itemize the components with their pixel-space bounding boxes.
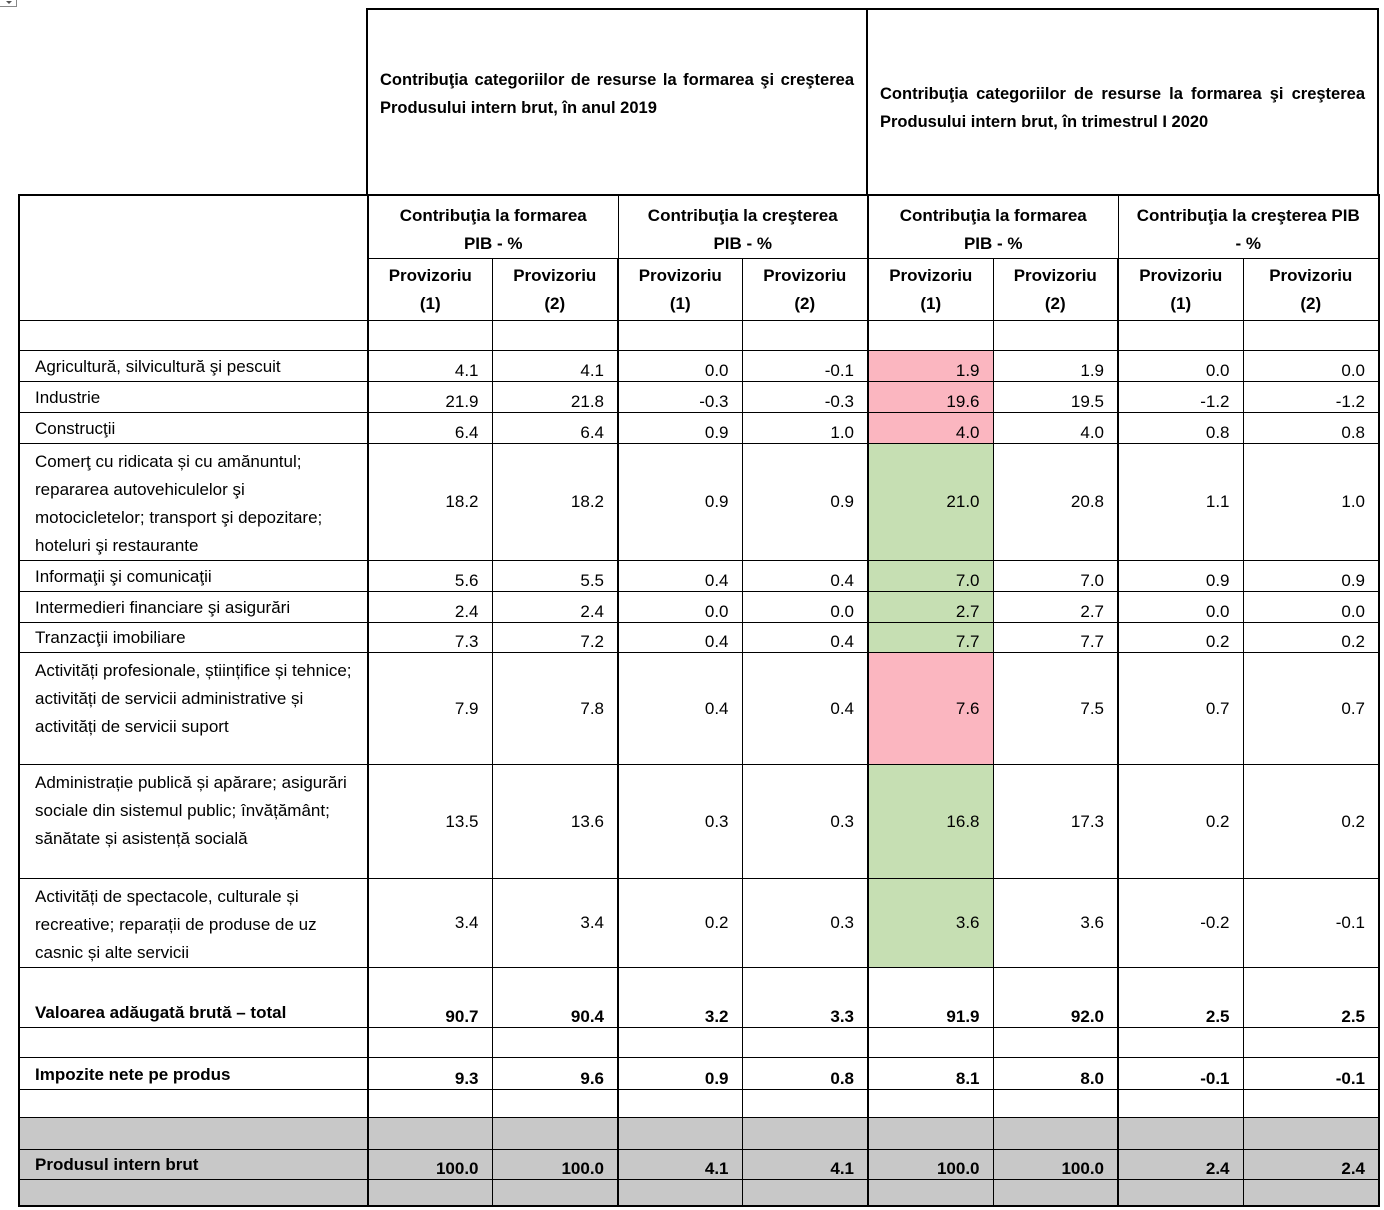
empty-cell	[368, 1028, 492, 1058]
value-cell: -1.2	[1243, 382, 1379, 413]
row-label: Intermedieri financiare şi asigurări	[19, 592, 368, 623]
empty-cell	[993, 321, 1118, 351]
total-value-cell: 100.0	[993, 1150, 1118, 1180]
table-row	[19, 623, 1379, 653]
empty-cell	[1243, 1180, 1379, 1206]
total-value-cell: 92.0	[993, 968, 1118, 1028]
value-cell: 0.3	[618, 765, 742, 879]
row-label: Industrie	[19, 382, 368, 413]
empty-cell	[618, 1028, 742, 1058]
value-cell: 0.3	[742, 765, 868, 879]
sub-header: Provizoriu (1)	[868, 259, 993, 321]
table-row	[19, 382, 1379, 413]
empty-cell	[618, 1090, 742, 1118]
value-cell: 7.9	[368, 653, 492, 765]
empty-cell	[1243, 1118, 1379, 1150]
value-cell: 6.4	[492, 413, 618, 444]
value-cell: 7.2	[492, 623, 618, 653]
empty-cell	[368, 1118, 492, 1150]
value-cell: 7.7	[993, 623, 1118, 653]
value-cell: 21.0	[868, 444, 993, 561]
empty-cell	[19, 1180, 368, 1206]
table-row	[19, 413, 1379, 444]
total-value-cell: 4.1	[742, 1150, 868, 1180]
value-cell: 0.4	[618, 623, 742, 653]
value-cell: 3.4	[492, 879, 618, 968]
value-cell: 0.0	[1118, 592, 1243, 623]
total-label: Produsul intern brut	[19, 1150, 368, 1180]
empty-cell	[618, 1118, 742, 1150]
value-cell: 0.0	[1243, 592, 1379, 623]
total-value-cell: 9.3	[368, 1058, 492, 1090]
value-cell: 2.4	[368, 592, 492, 623]
header-title-2020: Contribuţia categoriilor de resurse la formarea şi creşterea Produsului intern brut, în trimestrul I 2020	[880, 85, 1365, 131]
value-cell: -1.2	[1118, 382, 1243, 413]
empty-cell	[19, 321, 368, 351]
value-cell: 21.9	[368, 382, 492, 413]
sub-header: Provizoriu (1)	[618, 259, 742, 321]
empty-cell	[993, 1090, 1118, 1118]
row-label-header	[19, 195, 368, 321]
empty-cell	[868, 321, 993, 351]
value-cell: 7.7	[868, 623, 993, 653]
value-cell: 2.7	[993, 592, 1118, 623]
total-value-cell: 91.9	[868, 968, 993, 1028]
row-label: Construcţii	[19, 413, 368, 444]
value-cell: 0.9	[1243, 561, 1379, 592]
value-cell: 4.1	[368, 351, 492, 382]
empty-cell	[1118, 1118, 1243, 1150]
total-value-cell: 90.7	[368, 968, 492, 1028]
value-cell: 0.4	[618, 653, 742, 765]
empty-cell	[742, 1028, 868, 1058]
empty-cell	[19, 1028, 368, 1058]
total-value-cell: -0.1	[1118, 1058, 1243, 1090]
spacer-row	[19, 321, 1379, 351]
value-cell: 3.6	[993, 879, 1118, 968]
row-label: Comerţ cu ridicata și cu amănuntul; repararea autovehiculelor şi motocicletelor; transport şi depozitare; hoteluri şi restaurante	[19, 444, 368, 561]
spacer-row	[19, 1028, 1379, 1058]
value-cell: 20.8	[993, 444, 1118, 561]
value-cell: 1.0	[1243, 444, 1379, 561]
row-label: Tranzacţii imobiliare	[19, 623, 368, 653]
value-cell: -0.1	[742, 351, 868, 382]
empty-cell	[1118, 1090, 1243, 1118]
value-cell: 0.4	[742, 653, 868, 765]
value-cell: 13.6	[492, 765, 618, 879]
value-cell: 0.4	[742, 561, 868, 592]
value-cell: 0.2	[618, 879, 742, 968]
cell-dropdown-arrow-icon[interactable]	[0, 0, 17, 7]
sub-header: Provizoriu (2)	[993, 259, 1118, 321]
total-label: Impozite nete pe produs	[19, 1058, 368, 1090]
total-row	[19, 1058, 1379, 1090]
empty-cell	[492, 1028, 618, 1058]
empty-cell	[1118, 1028, 1243, 1058]
value-cell: 19.6	[868, 382, 993, 413]
empty-cell	[868, 1090, 993, 1118]
sub-header: Provizoriu (2)	[742, 259, 868, 321]
empty-cell	[368, 1090, 492, 1118]
value-cell: 7.5	[993, 653, 1118, 765]
empty-cell	[618, 321, 742, 351]
row-label: Activități profesionale, științifice și tehnice; activități de servicii administrative și activități de servicii suport	[19, 653, 368, 765]
value-cell: -0.1	[1243, 879, 1379, 968]
total-value-cell: 8.1	[868, 1058, 993, 1090]
empty-cell	[368, 321, 492, 351]
value-cell: 17.3	[993, 765, 1118, 879]
value-cell: 7.6	[868, 653, 993, 765]
value-cell: 5.6	[368, 561, 492, 592]
gdp-contribution-table	[18, 194, 1380, 1207]
value-cell: 19.5	[993, 382, 1118, 413]
value-cell: 2.4	[492, 592, 618, 623]
empty-cell	[19, 1090, 368, 1118]
value-cell: 5.5	[492, 561, 618, 592]
value-cell: 7.0	[868, 561, 993, 592]
empty-cell	[742, 1090, 868, 1118]
group-header: Contribuţia la formarea PIB - %	[868, 195, 1118, 259]
value-cell: 1.0	[742, 413, 868, 444]
value-cell: 4.0	[868, 413, 993, 444]
value-cell: 0.8	[1118, 413, 1243, 444]
total-value-cell: 9.6	[492, 1058, 618, 1090]
value-cell: -0.3	[618, 382, 742, 413]
empty-cell	[492, 1090, 618, 1118]
total-value-cell: 100.0	[492, 1150, 618, 1180]
empty-cell	[993, 1180, 1118, 1206]
value-cell: 4.1	[492, 351, 618, 382]
value-cell: 1.1	[1118, 444, 1243, 561]
value-cell: 3.4	[368, 879, 492, 968]
row-label: Activități de spectacole, culturale și recreative; reparații de produse de uz casnic și alte servicii	[19, 879, 368, 968]
total-value-cell: -0.1	[1243, 1058, 1379, 1090]
total-value-cell: 2.4	[1118, 1150, 1243, 1180]
value-cell: -0.2	[1118, 879, 1243, 968]
header-title-2019: Contribuţia categoriilor de resurse la formarea şi creşterea Produsului intern brut, în anul 2019	[380, 71, 854, 117]
group-header: Contribuţia la creşterea PIB - %	[1118, 195, 1379, 259]
value-cell: 6.4	[368, 413, 492, 444]
total-value-cell: 0.8	[742, 1058, 868, 1090]
table-row	[19, 444, 1379, 561]
empty-cell	[1243, 1090, 1379, 1118]
value-cell: 18.2	[368, 444, 492, 561]
value-cell: 0.8	[1243, 413, 1379, 444]
value-cell: 0.2	[1118, 765, 1243, 879]
value-cell: 3.6	[868, 879, 993, 968]
value-cell: 0.9	[742, 444, 868, 561]
total-row	[19, 968, 1379, 1028]
spacer-row-gray	[19, 1180, 1379, 1206]
value-cell: 13.5	[368, 765, 492, 879]
value-cell: 1.9	[868, 351, 993, 382]
empty-cell	[618, 1180, 742, 1206]
value-cell: 0.7	[1118, 653, 1243, 765]
value-cell: 0.0	[618, 351, 742, 382]
group-header: Contribuţia la formarea PIB - %	[368, 195, 618, 259]
spacer-row-gray	[19, 1118, 1379, 1150]
value-cell: 7.3	[368, 623, 492, 653]
row-label: Agricultură, silvicultură şi pescuit	[19, 351, 368, 382]
value-cell: 0.9	[618, 444, 742, 561]
value-cell: 0.4	[742, 623, 868, 653]
value-cell: 7.0	[993, 561, 1118, 592]
sub-header: Provizoriu (1)	[1118, 259, 1243, 321]
empty-cell	[492, 321, 618, 351]
empty-cell	[868, 1028, 993, 1058]
empty-cell	[1243, 1028, 1379, 1058]
empty-cell	[993, 1118, 1118, 1150]
value-cell: 0.7	[1243, 653, 1379, 765]
total-value-cell: 0.9	[618, 1058, 742, 1090]
value-cell: 0.0	[618, 592, 742, 623]
table-row	[19, 653, 1379, 765]
total-row	[19, 1150, 1379, 1180]
row-label: Administrație publică și apărare; asigurări sociale din sistemul public; învățământ; sănătate și asistență socială	[19, 765, 368, 879]
empty-cell	[742, 1118, 868, 1150]
empty-cell	[742, 321, 868, 351]
header-block-2019	[366, 8, 868, 195]
empty-cell	[1118, 1180, 1243, 1206]
value-cell: 0.0	[1243, 351, 1379, 382]
total-value-cell: 2.4	[1243, 1150, 1379, 1180]
spacer-row	[19, 1090, 1379, 1118]
empty-cell	[1118, 321, 1243, 351]
group-header-row	[19, 195, 1379, 259]
value-cell: 16.8	[868, 765, 993, 879]
table-row	[19, 879, 1379, 968]
total-value-cell: 2.5	[1243, 968, 1379, 1028]
total-value-cell: 2.5	[1118, 968, 1243, 1028]
value-cell: 1.9	[993, 351, 1118, 382]
value-cell: -0.3	[742, 382, 868, 413]
sub-header: Provizoriu (1)	[368, 259, 492, 321]
table-row	[19, 351, 1379, 382]
row-label: Informaţii şi comunicaţii	[19, 561, 368, 592]
value-cell: 0.2	[1243, 623, 1379, 653]
total-value-cell: 100.0	[868, 1150, 993, 1180]
value-cell: 0.3	[742, 879, 868, 968]
empty-cell	[368, 1180, 492, 1206]
empty-cell	[492, 1118, 618, 1150]
empty-cell	[868, 1180, 993, 1206]
value-cell: 7.8	[492, 653, 618, 765]
total-value-cell: 3.2	[618, 968, 742, 1028]
value-cell: 0.9	[618, 413, 742, 444]
table-row	[19, 765, 1379, 879]
empty-cell	[492, 1180, 618, 1206]
group-header: Contribuţia la creşterea PIB - %	[618, 195, 868, 259]
value-cell: 0.2	[1243, 765, 1379, 879]
empty-cell	[993, 1028, 1118, 1058]
value-cell: 21.8	[492, 382, 618, 413]
value-cell: 0.2	[1118, 623, 1243, 653]
value-cell: 18.2	[492, 444, 618, 561]
total-value-cell: 8.0	[993, 1058, 1118, 1090]
header-block-2020	[866, 8, 1379, 195]
total-value-cell: 3.3	[742, 968, 868, 1028]
value-cell: 2.7	[868, 592, 993, 623]
table-row	[19, 592, 1379, 623]
table-row	[19, 561, 1379, 592]
sub-header: Provizoriu (2)	[1243, 259, 1379, 321]
total-value-cell: 90.4	[492, 968, 618, 1028]
total-value-cell: 100.0	[368, 1150, 492, 1180]
value-cell: 0.4	[618, 561, 742, 592]
value-cell: 0.9	[1118, 561, 1243, 592]
total-value-cell: 4.1	[618, 1150, 742, 1180]
empty-cell	[19, 1118, 368, 1150]
value-cell: 0.0	[742, 592, 868, 623]
total-label: Valoarea adăugată brută – total	[19, 968, 368, 1028]
value-cell: 4.0	[993, 413, 1118, 444]
empty-cell	[742, 1180, 868, 1206]
empty-cell	[1243, 321, 1379, 351]
sub-header: Provizoriu (2)	[492, 259, 618, 321]
empty-cell	[868, 1118, 993, 1150]
value-cell: 0.0	[1118, 351, 1243, 382]
